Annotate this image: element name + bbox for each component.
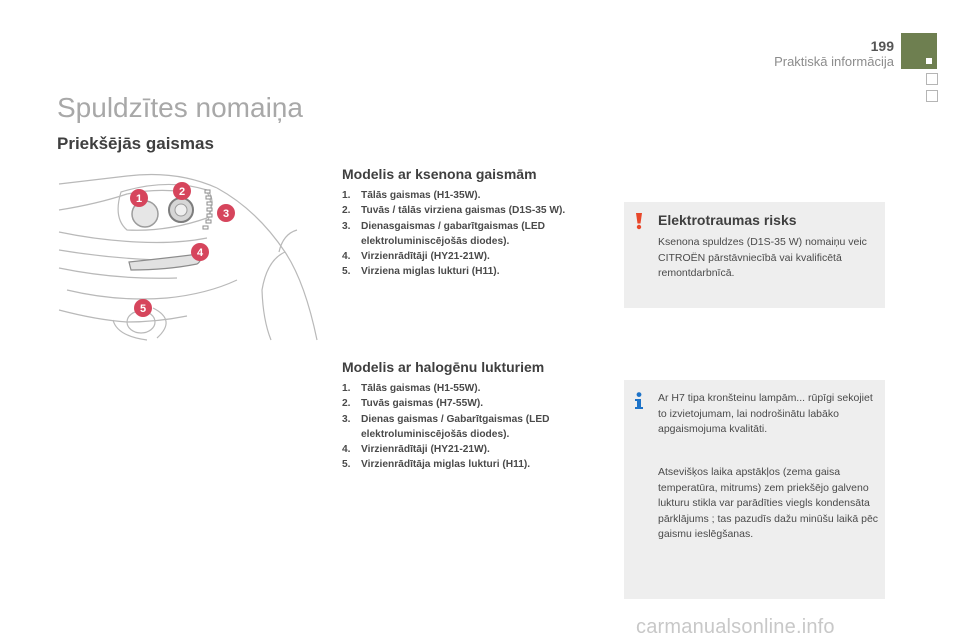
list-item (342, 396, 604, 411)
item-text: Tālās gaismas (H1-35W). (361, 190, 481, 201)
svg-text:1: 1 (135, 193, 143, 205)
callout-3 (217, 204, 235, 222)
item-number: 1. (342, 190, 351, 201)
info-text: Atsevišķos laika apstākļos (zema gaisa temperatūra, mitrums) zem priekšējo galveno lukturu stikla var parādīties viegls kondensāta pārklājums ; tas pazudīs dažu minūšu laikā pēc gaismu ieslēgšanas. (658, 466, 879, 540)
chapter-tab-active[interactable] (901, 33, 937, 69)
list-item (342, 249, 604, 264)
item-text: Virzienrādītāja miglas lukturi (H11). (361, 459, 531, 471)
item-text: Tuvās / tālās virziena gaismas (D1S-35 W). (361, 205, 566, 217)
item-number: 3. (342, 220, 351, 232)
section-name: Praktiskā informācija (774, 54, 894, 69)
list-item (342, 412, 604, 443)
svg-text:4: 4 (196, 247, 204, 259)
callout-2 (173, 182, 191, 200)
callout-1 (130, 189, 148, 207)
info-icon (632, 392, 646, 410)
item-text: Virziena miglas lukturi (H11). (361, 266, 500, 278)
warning-text: Ksenona spuldzes (D1S-35 W) nomaiņu veic CITROËN pārstāvniecībā vai kvalificētā remontdarbnīcā. (658, 236, 867, 279)
callout-5 (134, 299, 152, 317)
list-item (342, 442, 604, 457)
watermark: carmanualsonline.info (636, 616, 835, 638)
warning-title: Elektrotraumas risks (658, 212, 797, 228)
svg-text:2: 2 (178, 186, 186, 198)
warning-box (624, 202, 885, 308)
item-number: 2. (342, 205, 351, 217)
xenon-list (342, 188, 604, 280)
item-text: Tuvās gaismas (H7-55W). (361, 398, 484, 410)
item-text: Dienas gaismas / Gabarītgaismas (LED elektroluminiscējošās diodes). (361, 413, 550, 440)
svg-text:5: 5 (139, 303, 147, 315)
info-box (624, 380, 885, 599)
info-text: Ar H7 tipa kronšteinu lampām... rūpīgi sekojiet to izvietojumam, lai nodrošinātu labāko apgaismojuma kvalitāti. (658, 392, 873, 435)
item-text: Dienasgaismas / gabarītgaismas (LED elektroluminiscējošās diodes). (361, 220, 546, 247)
list-item (342, 203, 604, 218)
list-item (342, 264, 604, 279)
square-icon (926, 58, 932, 64)
list-item (342, 188, 604, 203)
list-item (342, 381, 604, 396)
list-item (342, 457, 604, 472)
item-number: 1. (342, 383, 351, 394)
item-number: 3. (342, 413, 351, 425)
section-heading: Priekšējās gaismas (57, 134, 214, 153)
item-text: Tālās gaismas (H1-55W). (361, 383, 481, 394)
callout-4 (191, 243, 209, 261)
xenon-heading: Modelis ar ksenona gaismām (342, 166, 537, 182)
page-number: 199 (870, 38, 894, 54)
halogen-list (342, 381, 604, 473)
warning-icon (632, 212, 646, 230)
item-number: 2. (342, 398, 351, 410)
chapter-tab[interactable] (926, 90, 938, 102)
svg-text:3: 3 (222, 208, 230, 220)
list-item (342, 219, 604, 250)
page-title: Spuldzītes nomaiņa (57, 92, 303, 123)
headlight-illustration (57, 170, 323, 342)
item-number: 4. (342, 444, 351, 456)
item-number: 5. (342, 459, 351, 471)
item-text: Virzienrādītāji (HY21-21W). (361, 251, 490, 263)
item-number: 4. (342, 251, 351, 263)
item-number: 5. (342, 266, 351, 278)
item-text: Virzienrādītāji (HY21-21W). (361, 444, 490, 456)
halogen-heading: Modelis ar halogēnu lukturiem (342, 359, 545, 375)
chapter-tab[interactable] (926, 73, 938, 85)
